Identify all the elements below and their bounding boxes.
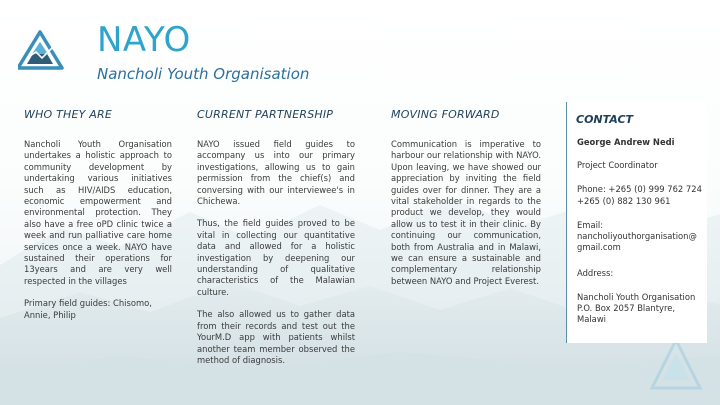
partnership-paragraph-1: NAYO issued field guides to accompany us into our primary investigations, allowing us to gain permission from the chief(s) and conversing with our interviewee's in Chichewa.: [197, 139, 355, 207]
who-we-are-heading: WHO THEY ARE: [24, 108, 112, 121]
contact-email-label: Email:: [577, 220, 604, 230]
who-we-are-paragraph: Nancholi Youth Organisation undertakes a holistic approach to community development by undertaking various initiatives such as HIV/AIDS education, economic empowerment and environmental protection. They also have a free oPD clinic twice a week and run palliative care home services once a week. NAYO have sustained their operations for 13years and are very well respected in the villages: [24, 139, 172, 286]
contact-address-line-3: Malawi: [577, 314, 606, 324]
contact-email-line-1: nancholiyouthorganisation@: [577, 231, 697, 241]
contact-address-line-1: Nancholi Youth Organisation: [577, 292, 696, 302]
moving-forward-section: [391, 108, 541, 298]
contact-email-line-2: gmail.com: [577, 242, 621, 252]
field-guides-paragraph: Primary field guides: Chisomo, Annie, Philip: [24, 298, 152, 320]
moving-forward-heading: MOVING FORWARD: [391, 108, 500, 121]
current-partnership-heading: CURRENT PARTNERSHIP: [197, 108, 334, 121]
contact-phone-2: +265 (0) 882 130 961: [577, 196, 671, 206]
moving-forward-paragraph: Communication is imperative to harbour our relationship with NAYO. Upon leaving, we have showed our appreciation by inviting the field guides over for dinner. They are a vital stakeholder in regards to the product we develop, they would allow us to test it in their clinic. By continuing our communication, both from Australia and in Malawi, we can ensure a sustainable and complementary relationship between NAYO and Project Everest.: [391, 139, 541, 286]
brand-name: NAYO: [97, 20, 191, 60]
contact-address-line-2: P.O. Box 2057 Blantyre,: [577, 303, 676, 313]
contact-name: George Andrew Nedi: [577, 137, 675, 147]
contact-panel: [566, 102, 707, 343]
partnership-paragraph-2: Thus, the field guides proved to be vital in collecting our quantitative data and allowed for a holistic investigation by deepening our understanding of qualitative characteristics of the Malawian culture.: [197, 218, 355, 297]
partnership-paragraph-3: The also allowed us to gather data from their records and test out the YourM.D app with patients whilst another team member observed the method of diagnosis.: [197, 309, 355, 365]
nayo-logo-icon: [18, 28, 72, 72]
contact-role: Project Coordinator: [577, 160, 658, 170]
current-partnership-section: [197, 108, 355, 377]
contact-heading: CONTACT: [576, 113, 634, 126]
contact-phone-1: Phone: +265 (0) 999 762 724: [577, 184, 702, 194]
contact-address-label: Address:: [577, 268, 614, 278]
who-we-are-section: [24, 108, 172, 332]
brand-tagline: Nancholi Youth Organisation: [97, 65, 310, 83]
